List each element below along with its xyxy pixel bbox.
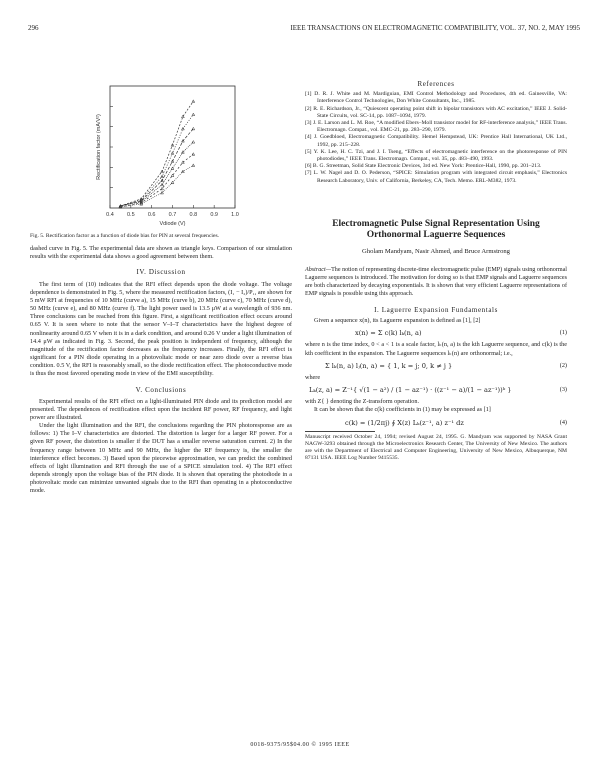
x-tick-label: 0.5 bbox=[127, 212, 135, 218]
x-tick-label: 0.6 bbox=[147, 212, 156, 218]
equation-4 bbox=[305, 419, 567, 427]
equation-3-number: (3) bbox=[559, 386, 567, 394]
copyright-line: 0018-9375/95$04.00 © 1995 IEEE bbox=[250, 742, 350, 748]
conclusions-paragraph-1: Experimental results of the RFI effect on a light-illuminated PIN diode and its prediction model are presented. The dependences of rectification effect upon the incident RF power, RF frequency, and light power are illustrated. bbox=[30, 397, 292, 421]
x-tick-label: 0.8 bbox=[189, 212, 198, 218]
series-line bbox=[120, 101, 193, 206]
x-tick-label: 0.4 bbox=[106, 212, 114, 218]
reference-item: [1] D. R. J. White and M. Mardiguian, EMI Control Methodology and Procedures, 4th ed. Gainesville, VA: Interference Control Technologies, Don White Consultants, Inc., 1985. bbox=[305, 91, 567, 105]
body-paragraph-4: It can be shown that the c(k) coefficients in (1) may be expressed as [1] bbox=[314, 406, 491, 414]
journal-running-head: IEEE TRANSACTIONS ON ELECTROMAGNETIC COMPATIBILITY, VOL. 37, NO. 2, MAY 1995 bbox=[290, 24, 580, 32]
reference-item: [5] Y. K. Lee, H. C. Tzi, and J. I. Tseng, “Effects of electromagnetic interference on the photoresponse of PIN photodiodes,” IEEE Trans. Electromagn. Compat., vol. 35, pp. 483–490, 1993. bbox=[305, 148, 567, 162]
body-paragraph-2: where n is the time index, 0 < a < 1 is a scale factor, lₖ(n, a) is the kth Laguerre sequence, and c(k) is the kth coefficient in the expansion. The Laguerre sequences lₖ(n) are orthonormal; i.e., bbox=[305, 341, 567, 357]
equation-4-body: c(k) = (1/2πj) ∮ X(z) Lₖ(z⁻¹, a) z⁻¹ dz bbox=[345, 418, 464, 427]
data-point bbox=[192, 153, 195, 156]
body-paragraph-1: Given a sequence x(n), its Laguerre expansion is defined as [1], [2] bbox=[314, 317, 481, 325]
intro-paragraph: dashed curve in Fig. 5. The experimental data are shown as triangle keys. Comparison of our simulation results with the experimental data shows a good agreement between them. bbox=[30, 245, 292, 261]
equation-1-number: (1) bbox=[559, 329, 567, 337]
discussion-paragraph: The first term of (10) indicates that the RFI effect depends upon the diode voltage. The voltage dependence is demonstrated in Fig. 5, where the measured rectification factors, (I₁ − I₂)/P₁, are shown for 5 mW RFI at frequencies of 10 MHz (curve a), 15 MHz (curve b), 20 MHz (curve c), 70 MHz (curve d), 50 MHz (curve e), and 80 MHz (curve f). The light power used is 13.5 μW at a wavelength of 936 nm. Three conclusions can be reached from this figure. First, a significant rectification effect occurs around 0.65 V. It is seen where to note that the sensor V–I–T characteristics have the highest degree of nonlinearity around 0.65 V when it is in a dark condition, and around 0.26 V under a light illumination of 14.4 μW as indicated in Fig. 3. Second, the peak position is independent of frequency, although the magnitude of the rectification factor decreases as the frequency increases. Finally, the RFI effect is significant for a PIN diode operating in a photovoltaic mode or near zero diode over a reverse bias condition. 0.5 V, the RFI is reasonably small, so the diode rectification effect. The photoconductive mode is thus the most favored operating mode in view of the EMI susceptibility. bbox=[30, 280, 292, 378]
reference-item: [4] J. Goedbloed, Electromagnetic Compatibility. Hemel Hempstead, UK: Prentice Hall International, UK Ltd., 1992, pp. 215–228. bbox=[305, 134, 567, 148]
footnote-rule bbox=[305, 431, 375, 432]
x-tick-label: 0.9 bbox=[210, 212, 218, 218]
footnote: Manuscript received October 24, 1994; revised August 24, 1995. G. Mandyam was supported by NASA Grant NAGW-3293 obtained through the Microelectronics Research Center, The University of New Mexico. The authors are with the Department of Electrical and Computer Engineering, University of New Mexico, Albuquerque, NM 87131 USA. IEEE Log Number 9415535. bbox=[305, 433, 567, 461]
section-heading: I. Laguerre Expansion Fundamentals bbox=[374, 305, 498, 314]
article-title: Electromagnetic Pulse Signal Representation Using Orthonormal Laguerre Sequences bbox=[332, 218, 540, 241]
data-point bbox=[192, 127, 195, 130]
x-tick-label: 1.0 bbox=[231, 212, 239, 218]
equation-1-body: x(n) = Σ c(k) lₖ(n, a) bbox=[355, 329, 422, 338]
reference-item: [3] J. E. Larson and L. M. Roe, “A modified Ebers–Moll transistor model for RF-interference analysis,” IEEE Trans. Electromagn. Compat., vol. EMC-21, pp. 283–290, 1979. bbox=[305, 119, 567, 134]
equation-2-body: Σ lₖ(n, a) lⱼ(n, a) = { 1, k = j; 0, k ≠ j } bbox=[325, 361, 453, 370]
article-authors: Gholam Mandyam, Nasir Ahmed, and Bruce Armstrong bbox=[362, 247, 510, 255]
equation-1 bbox=[305, 329, 567, 337]
references-list bbox=[305, 91, 567, 185]
figure-5-chart bbox=[30, 80, 292, 228]
body-where: where bbox=[305, 373, 321, 381]
data-point bbox=[192, 164, 195, 167]
reference-item: [2] R. E. Richardson, Jr., “Quiescent operating point shift in bipolar transistors with AC excitation,” IEEE J. Solid-State Circuits, vol. SC-14, pp. 1087–1094, 1979. bbox=[305, 105, 567, 119]
x-axis-label: Vdiode (V) bbox=[159, 221, 186, 227]
right-column bbox=[305, 80, 567, 462]
data-point bbox=[161, 187, 164, 190]
data-point bbox=[192, 113, 195, 116]
reference-item: [6] B. G. Streetman, Solid State Electronic Devices, 3rd ed. New York: Prentice-Hall, 1990, pp. 201–213. bbox=[305, 163, 542, 170]
conclusions-heading: V. Conclusions bbox=[135, 385, 187, 394]
body-paragraph-3: with Z{ } denoting the Z-transform operation. bbox=[305, 398, 420, 406]
equation-4-number: (4) bbox=[559, 418, 567, 426]
discussion-heading: IV. Discussion bbox=[136, 268, 186, 277]
data-point bbox=[192, 141, 195, 144]
left-column bbox=[30, 80, 292, 496]
page-number: 296 bbox=[28, 24, 39, 32]
abstract-label: Abstract— bbox=[305, 266, 332, 273]
equation-2-number: (2) bbox=[559, 361, 567, 369]
y-axis-label: Rectification factor (mA/V²) bbox=[96, 114, 102, 180]
equation-3-body: Lₖ(z, a) = Z⁻¹{ √(1 − a²) / (1 − az⁻¹) · ((z⁻¹ − a)/(1 − az⁻¹))ᵏ } bbox=[309, 386, 512, 395]
abstract-text: The notion of representing discrete-time electromagnetic pulse (EMP) signals using orthonormal Laguerre sequences is introduced. The motivation for doing so is that EMP signals and Laguerre sequences are both characterized by decaying exponentials. It is shown that very efficient Laguerre representations of EMP signals is possible using this approach. bbox=[305, 266, 567, 297]
data-point bbox=[192, 100, 195, 103]
conclusions-paragraph-2: Under the light illumination and the RFI, the conclusions regarding the PIN photoresponse are as follows: 1) The I–V characteristics are distorted. The distortion is larger for a larger RF power. For a given RF power, the distortion is smaller if the DUT has a smaller reverse saturation current. 2) In the frequency range between 10 MHz and 90 MHz, the higher the RF frequency is, the smaller the interference effect becomes. 3) Based upon the piecewise approximation, we can predict the combined effects of light illumination and RFI through the use of a SPICE simulation tool. 4) The RFI effect depends strongly upon the voltage bias of the PIN diode. It is shown that operating the photodiode in a photovoltaic mode can minimize unwanted signals due to the RFI than operating in a photoconductive mode. bbox=[30, 422, 292, 495]
equation-2 bbox=[305, 362, 567, 370]
abstract bbox=[305, 266, 567, 298]
reference-item: [7] L. W. Nagel and D. O. Pederson, “SPICE: Simulation program with integrated circuit emphasis,” Electronics Research Laboratory, Univ. of California, Berkeley, CA, Tech. Memo. ERL-M382, 1973. bbox=[305, 170, 567, 184]
plot-frame bbox=[110, 86, 235, 208]
references-heading: References bbox=[417, 80, 455, 88]
x-tick-label: 0.7 bbox=[168, 212, 177, 218]
series-line bbox=[120, 165, 193, 207]
figure-caption: Fig. 5. Rectification factor as a function of diode bias for PIN at several frequencies. bbox=[30, 233, 220, 240]
equation-3 bbox=[305, 386, 567, 394]
